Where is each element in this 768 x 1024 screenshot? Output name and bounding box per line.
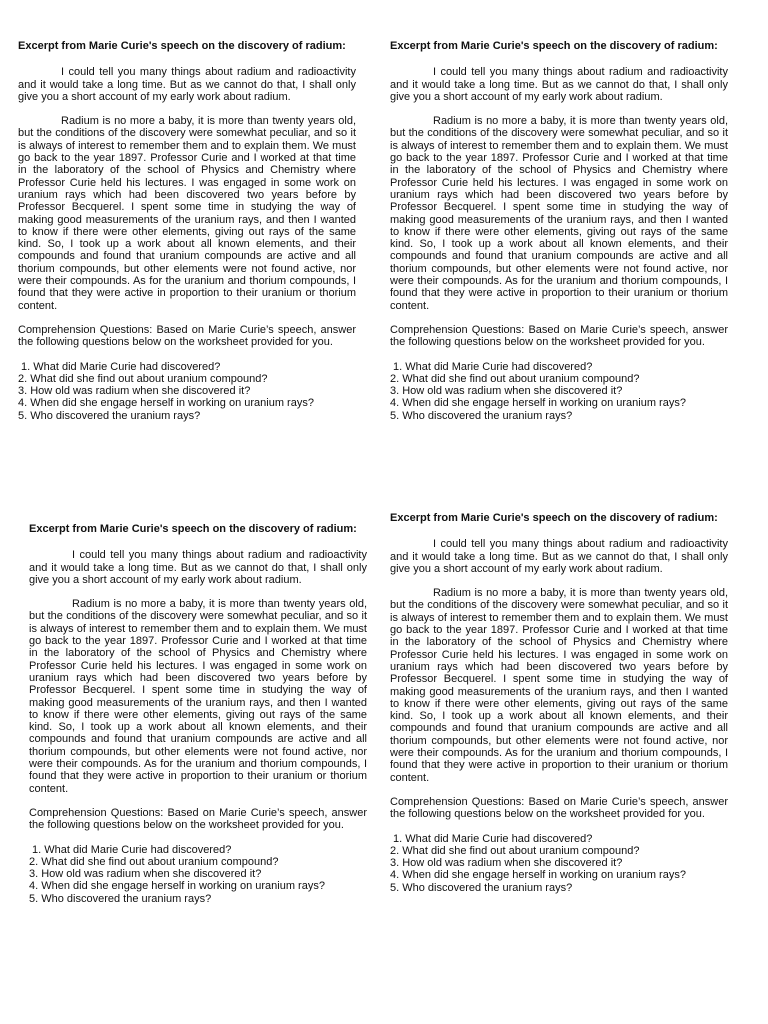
question-item: 5. Who discovered the uranium rays? (18, 409, 201, 422)
question-list (390, 833, 728, 894)
excerpt-heading: Excerpt from Marie Curie's speech on the discovery of radium: (390, 40, 718, 52)
question-item: 4. When did she engage herself in working on uranium rays? (390, 869, 686, 882)
comprehension-instructions: Comprehension Questions: Based on Marie Curie’s speech, answer the following questions below on the worksheet provided for you. (29, 806, 367, 832)
question-item: 4. When did she engage herself in working on uranium rays? (29, 880, 325, 893)
comprehension-instructions: Comprehension Questions: Based on Marie Curie’s speech, answer the following questions below on the worksheet provided for you. (390, 795, 728, 821)
question-item: 2. What did she find out about uranium compound? (29, 855, 279, 868)
question-item: 3. How old was radium when she discovered it? (390, 385, 623, 398)
question-item: 1. What did Marie Curie had discovered? (393, 832, 593, 845)
question-item: 1. What did Marie Curie had discovered? (393, 360, 593, 373)
excerpt-heading: Excerpt from Marie Curie's speech on the discovery of radium: (18, 40, 346, 52)
speech-paragraph-body: Radium is no more a baby, it is more than twenty years old, but the conditions of the discovery were somewhat peculiar, and so it is always of interest to remember them and to explain them. We must go back to the year 1897. Professor Curie and I worked at that time in the laboratory of the school of Physics and Chemistry where Professor Curie held his lectures. I was engaged in some work on uranium rays which had been discovered two years before by Professor Becquerel. I spent some time in studying the way of making good measurements of the uranium rays, and then I wanted to know if there were other elements, giving out rays of the same kind. So, I took up a work about all known elements, and their compounds and found that uranium compounds are active and all thorium compounds, but other elements were not found active, nor were their compounds. As for the uranium and thorium compounds, I found that they were active in proportion to their uranium or thorium content. (29, 598, 367, 795)
speech-paragraph-intro: I could tell you many things about radium and radioactivity and it would take a long time. But as we cannot do that, I shall only give you a short account of my early work about radium. (390, 66, 728, 103)
question-item: 5. Who discovered the uranium rays? (29, 892, 212, 905)
comprehension-instructions: Comprehension Questions: Based on Marie Curie’s speech, answer the following questions below on the worksheet provided for you. (390, 323, 728, 349)
question-item: 5. Who discovered the uranium rays? (390, 881, 573, 894)
question-item: 2. What did she find out about uranium compound? (390, 844, 640, 857)
question-item: 4. When did she engage herself in working on uranium rays? (18, 397, 314, 410)
comprehension-instructions: Comprehension Questions: Based on Marie Curie’s speech, answer the following questions below on the worksheet provided for you. (18, 323, 356, 349)
question-item: 1. What did Marie Curie had discovered? (21, 360, 221, 373)
speech-paragraph-body: Radium is no more a baby, it is more than twenty years old, but the conditions of the discovery were somewhat peculiar, and so it is always of interest to remember them and to explain them. We must go back to the year 1897. Professor Curie and I worked at that time in the laboratory of the school of Physics and Chemistry where Professor Curie held his lectures. I was engaged in some work on uranium rays which had been discovered two years before by Professor Becquerel. I spent some time in studying the way of making good measurements of the uranium rays, and then I wanted to know if there were other elements, giving out rays of the same kind. So, I took up a work about all known elements, and their compounds and found that uranium compounds are active and all thorium compounds, but other elements were not found active, nor were their compounds. As for the uranium and thorium compounds, I found that they were active in proportion to their uranium or thorium content. (390, 115, 728, 312)
excerpt-block-bottom-left (29, 523, 367, 905)
excerpt-heading: Excerpt from Marie Curie's speech on the discovery of radium: (29, 523, 357, 535)
speech-paragraph-intro: I could tell you many things about radium and radioactivity and it would take a long time. But as we cannot do that, I shall only give you a short account of my early work about radium. (29, 549, 367, 586)
question-item: 2. What did she find out about uranium compound? (18, 372, 268, 385)
excerpt-block-bottom-right (390, 512, 728, 894)
question-item: 1. What did Marie Curie had discovered? (32, 843, 232, 856)
question-list (18, 361, 356, 422)
speech-paragraph-body: Radium is no more a baby, it is more than twenty years old, but the conditions of the discovery were somewhat peculiar, and so it is always of interest to remember them and to explain them. We must go back to the year 1897. Professor Curie and I worked at that time in the laboratory of the school of Physics and Chemistry where Professor Curie held his lectures. I was engaged in some work on uranium rays which had been discovered two years before by Professor Becquerel. I spent some time in studying the way of making good measurements of the uranium rays, and then I wanted to know if there were other elements, giving out rays of the same kind. So, I took up a work about all known elements, and their compounds and found that uranium compounds are active and all thorium compounds, but other elements were not found active, nor were their compounds. As for the uranium and thorium compounds, I found that they were active in proportion to their uranium or thorium content. (18, 115, 356, 312)
excerpt-block-top-left (18, 40, 356, 422)
speech-paragraph-intro: I could tell you many things about radium and radioactivity and it would take a long time. But as we cannot do that, I shall only give you a short account of my early work about radium. (18, 66, 356, 103)
question-item: 4. When did she engage herself in working on uranium rays? (390, 397, 686, 410)
question-item: 3. How old was radium when she discovered it? (29, 868, 262, 881)
speech-paragraph-intro: I could tell you many things about radium and radioactivity and it would take a long time. But as we cannot do that, I shall only give you a short account of my early work about radium. (390, 538, 728, 575)
question-list (29, 844, 367, 905)
question-item: 3. How old was radium when she discovered it? (18, 385, 251, 398)
speech-paragraph-body: Radium is no more a baby, it is more than twenty years old, but the conditions of the discovery were somewhat peculiar, and so it is always of interest to remember them and to explain them. We must go back to the year 1897. Professor Curie and I worked at that time in the laboratory of the school of Physics and Chemistry where Professor Curie held his lectures. I was engaged in some work on uranium rays which had been discovered two years before by Professor Becquerel. I spent some time in studying the way of making good measurements of the uranium rays, and then I wanted to know if there were other elements, giving out rays of the same kind. So, I took up a work about all known elements, and their compounds and found that uranium compounds are active and all thorium compounds, but other elements were not found active, nor were their compounds. As for the uranium and thorium compounds, I found that they were active in proportion to their uranium or thorium content. (390, 587, 728, 784)
question-item: 5. Who discovered the uranium rays? (390, 409, 573, 422)
question-list (390, 361, 728, 422)
question-item: 2. What did she find out about uranium compound? (390, 372, 640, 385)
excerpt-heading: Excerpt from Marie Curie's speech on the discovery of radium: (390, 512, 718, 524)
question-item: 3. How old was radium when she discovered it? (390, 857, 623, 870)
excerpt-block-top-right (390, 40, 728, 422)
